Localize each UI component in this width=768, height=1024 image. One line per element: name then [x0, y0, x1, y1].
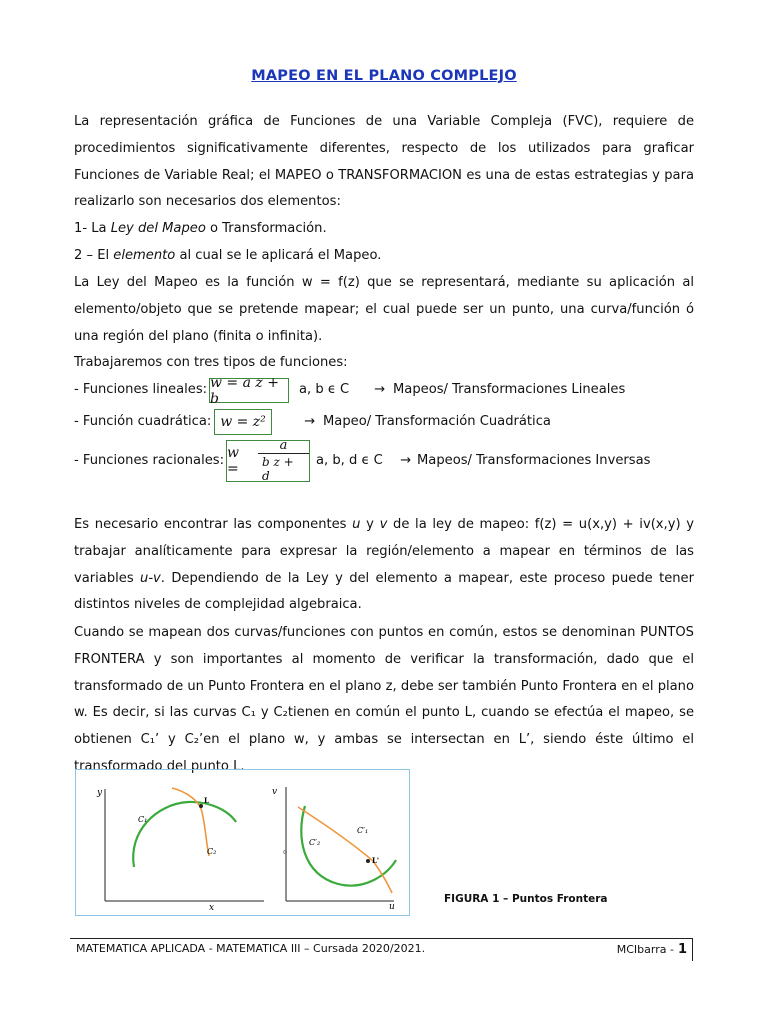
frontera-paragraph: Cuando se mapean dos curvas/funciones con puntos en común, estos se denominan PUNTOS FRONTERA y son importantes al momento de verificar la transformación, dado que el transformado de un Punto Frontera en el plano z, debe ser también Punto Frontera en el plano w. Es decir, si las curvas C₁ y C₂tienen en común el punto L, cuando se efectúa el mapeo, se obtienen C₁’ y C₂’en el plano w, y ambas se intersectan en L’, siendo éste último el transformado del punto L.: [74, 625, 694, 774]
formula-linear-box: w = a z + b: [209, 378, 289, 403]
footer-divider: [692, 939, 693, 961]
curve-c1: [133, 802, 236, 867]
c2-prime-label: C′₂: [309, 838, 321, 847]
point-L: [199, 804, 203, 808]
ley-paragraph: La Ley del Mapeo es la función w = f(z) que se representará, mediante su aplicación al elemento/objeto que se pretende mapear; el cual puede ser un punto, una curva/función ó una región del plano (finita o infinita).: [74, 275, 694, 344]
function-linear-desc: Mapeos/ Transformaciones Lineales: [393, 382, 626, 397]
point-L-prime-label: L': [372, 856, 380, 865]
footer-author-page: MCIbarra - 1: [616, 942, 687, 957]
figure-caption: FIGURA 1 – Puntos Frontera: [444, 893, 608, 905]
item-1: 1- La Ley del Mapeo o Transformación.: [74, 221, 327, 236]
figure-puntos-frontera: [75, 769, 410, 916]
left-x-label: x: [209, 903, 215, 913]
arrow-icon: →: [304, 414, 315, 429]
formula-fraction: $\frac{a}{\text{b z + d}}$: [258, 439, 309, 483]
function-quadratic-label: - Función cuadrática:: [74, 414, 212, 429]
point-L-prime: [366, 859, 370, 863]
formula-quadratic-box: w = z²: [214, 409, 272, 435]
function-rational-desc: Mapeos/ Transformaciones Inversas: [417, 453, 651, 468]
curve-c2-prime: [298, 807, 392, 893]
page-title: MAPEO EN EL PLANO COMPLEJO: [251, 68, 517, 84]
right-v-label: v: [272, 787, 278, 797]
figure-svg: [76, 770, 409, 915]
function-quadratic-desc: Mapeo/ Transformación Cuadrática: [323, 414, 551, 429]
point-L-label: L: [204, 796, 209, 805]
function-rational-params: a, b, d ϵ C: [316, 453, 383, 468]
function-linear-params: a, b ϵ C: [299, 382, 350, 397]
intro-paragraph: La representación gráfica de Funciones de una Variable Compleja (FVC), requiere de procedimientos significativamente diferentes, respecto de los utilizados para graficar Funciones de Variable Real; el MAPEO o TRANSFORMACION es una de estas estrategias y para realizarlo son necesarios dos elementos:: [74, 114, 694, 210]
page-number: 1: [677, 942, 687, 957]
arrow-icon: →: [400, 453, 411, 468]
footer-course: MATEMATICA APLICADA - MATEMATICA III – Cursada 2020/2021.: [76, 942, 426, 955]
componentes-paragraph: Es necesario encontrar las componentes u y v de la ley de mapeo: f(z) = u(x,y) + iv(x,y) y trabajar analíticamente para expresar la región/elemento a mapear en términos de las variables u-v. Dependiendo de la Ley y del elemento a mapear, este proceso puede tener distintos niveles de complejidad algebraica.: [74, 517, 694, 613]
c1-label: C₁: [138, 815, 148, 824]
tipos-heading: Trabajaremos con tres tipos de funciones:: [74, 355, 348, 370]
svg-text:o: o: [283, 848, 288, 856]
page-footer: [70, 938, 693, 957]
c1-prime-label: C′₁: [357, 826, 369, 835]
formula-rational-box: w = $\frac{a}{\text{b z + d}}$: [226, 440, 310, 482]
c2-label: C₂: [207, 847, 217, 856]
arrow-icon: →: [374, 382, 385, 397]
function-linear-label: - Funciones lineales:: [74, 382, 208, 397]
function-rational-label: - Funciones racionales:: [74, 453, 224, 468]
right-u-label: u: [389, 902, 395, 912]
left-y-label: y: [97, 788, 103, 798]
item-2: 2 – El elemento al cual se le aplicará el Mapeo.: [74, 248, 382, 263]
